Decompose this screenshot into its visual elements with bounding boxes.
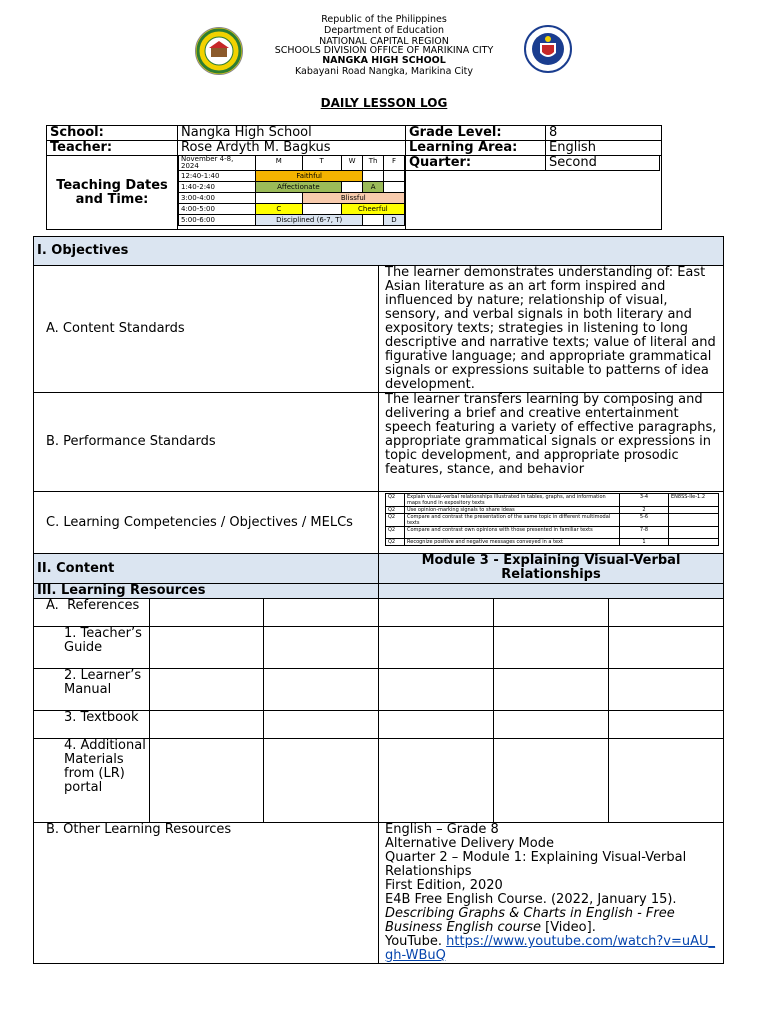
youtube-line: [385, 935, 720, 963]
grade-value: 8: [546, 126, 662, 141]
school-value: Nangka High School: [178, 126, 406, 141]
melc-text: Use opinion-marking signals to share ideas: [405, 507, 620, 514]
other-resources-text: [379, 823, 724, 964]
time-row-5: 5:00-6:00: [179, 215, 256, 226]
citation-author: E4B Free English Course. (2022, January 15).: [385, 892, 677, 907]
melc-week: 2: [620, 507, 669, 514]
melc-quarter: Q2: [386, 527, 405, 539]
content-heading: II. Content: [34, 554, 379, 584]
references-label: A. References: [34, 599, 150, 627]
item-number: 1.: [64, 626, 77, 641]
quarter-cell: [406, 156, 662, 230]
other-line: English – Grade 8: [385, 822, 499, 837]
melc-code: [669, 514, 719, 527]
melc-quarter: Q2: [386, 507, 405, 514]
other-line: First Edition, 2020: [385, 878, 503, 893]
area-label: Learning Area:: [406, 141, 546, 156]
school-label: School:: [47, 126, 178, 141]
melc-code: [669, 507, 719, 514]
header-department: Department of Education: [324, 25, 444, 36]
header-address: Kabayani Road Nangka, Marikina City: [294, 66, 474, 77]
melc-code: [669, 527, 719, 539]
document-title: DAILY LESSON LOG: [320, 96, 448, 110]
item-label: Teacher’s Guide: [64, 626, 142, 655]
item-number: 4.: [64, 738, 77, 753]
header-division: SCHOOLS DIVISION OFFICE OF MARIKINA CITY: [274, 45, 494, 56]
competencies-label: C. Learning Competencies / Objectives / MELCs: [34, 492, 379, 554]
item-label: Learner’s Manual: [64, 668, 142, 697]
section-c: C: [256, 204, 303, 215]
melc-code: EN8SS-IIe-1.2: [669, 494, 719, 507]
header-school-name: NANGKA HIGH SCHOOL: [322, 55, 446, 66]
melc-quarter: Q2: [386, 494, 405, 507]
day-th: Th: [363, 156, 384, 171]
citation-line: [385, 893, 720, 935]
performance-standards-text: The learner transfers learning by composing and delivering a brief and creative entertainment speech featuring a variety of effective paragraphs, appropriate grammatical signals or expressions in topic development, and appropriate prosodic features, stance, and behavior: [379, 393, 724, 492]
other-line: Quarter 2 – Module 1: Explaining Visual-Verbal Relationships: [385, 850, 687, 879]
melc-code: [669, 539, 719, 546]
section-affectionate: Affectionate: [256, 182, 342, 193]
youtube-label: YouTube.: [385, 934, 447, 949]
schedule-table: [178, 155, 405, 226]
melc-week: 3-4: [620, 494, 669, 507]
youtube-link[interactable]: https://www.youtube.com/watch?v=uAU_gh-WBuQ: [385, 934, 716, 963]
resource-item-learners-manual: [34, 669, 150, 711]
learning-resources-heading: III. Learning Resources: [34, 584, 379, 599]
schedule-dates: November 4-8, 2024: [179, 156, 256, 171]
resource-item-teachers-guide: [34, 627, 150, 669]
area-value: English: [546, 141, 662, 156]
day-m: M: [256, 156, 303, 171]
references-text: References: [67, 598, 140, 613]
resource-item-additional-materials: [34, 739, 150, 823]
lesson-log-table: [33, 236, 724, 964]
melc-text: Recognize positive and negative messages conveyed in a text: [405, 539, 620, 546]
melc-text: Explain visual-verbal relationships illustrated in tables, graphs, and information maps found in expository texts: [405, 494, 620, 507]
melc-quarter: Q2: [386, 539, 405, 546]
section-d: D: [384, 215, 405, 226]
objectives-heading: I. Objectives: [34, 237, 724, 266]
melc-text: Compare and contrast own opinions with those presented in familiar texts: [405, 527, 620, 539]
quarter-value: Second: [546, 156, 660, 171]
header-region: NATIONAL CAPITAL REGION: [319, 36, 449, 47]
citation-title: Describing Graphs & Charts in English - Free Business English course: [385, 906, 675, 935]
citation-medium: [Video].: [541, 920, 596, 935]
section-disciplined: Disciplined (6-7, T): [256, 215, 363, 226]
time-row-2: 1:40-2:40: [179, 182, 256, 193]
day-f: F: [384, 156, 405, 171]
content-standards-text: The learner demonstrates understanding of: East Asian literature as an art form inspired and influenced by nature; relationship of visual, sensory, and verbal signals in both literary and expository texts; strategies in listening to long descriptive and narrative texts; value of literal and figurative language; and appropriate grammatical signals or expressions suitable to patterns of idea development.: [379, 266, 724, 393]
day-w: W: [341, 156, 363, 171]
melc-week: 5-6: [620, 514, 669, 527]
section-a: A: [363, 182, 384, 193]
teacher-value: Rose Ardyth M. Bagkus: [178, 141, 406, 156]
melc-text: Compare and contrast the presentation of the same topic in different multimodal texts: [405, 514, 620, 527]
time-row-3: 3:00-4:00: [179, 193, 256, 204]
section-faithful: Faithful: [256, 171, 363, 182]
time-row-1: 12:40-1:40: [179, 171, 256, 182]
melc-quarter: Q2: [386, 514, 405, 527]
item-label: Additional Materials from (LR) portal: [64, 738, 146, 795]
performance-standards-label: B. Performance Standards: [34, 393, 379, 492]
other-line: Alternative Delivery Mode: [385, 836, 554, 851]
melc-table: [385, 493, 719, 546]
header-republic: Republic of the Philippines: [321, 14, 447, 25]
schedule-cell: [178, 156, 406, 230]
dates-label: Teaching Dates and Time:: [47, 156, 178, 230]
day-t: T: [302, 156, 341, 171]
melc-week: 7-8: [620, 527, 669, 539]
melc-cell: [379, 492, 724, 554]
school-info-table: [46, 125, 662, 230]
module-title: Module 3 - Explaining Visual-Verbal Relationships: [379, 554, 724, 584]
time-row-4: 4:00-5:00: [179, 204, 256, 215]
teacher-label: Teacher:: [47, 141, 178, 156]
section-cheerful: Cheerful: [341, 204, 404, 215]
other-resources-label: B. Other Learning Resources: [34, 823, 379, 964]
resource-item-textbook: [34, 711, 150, 739]
quarter-label: Quarter:: [406, 156, 546, 171]
item-label: Textbook: [80, 710, 139, 725]
content-standards-label: A. Content Standards: [34, 266, 379, 393]
item-number: 2.: [64, 668, 77, 683]
melc-week: 1: [620, 539, 669, 546]
section-blissful: Blissful: [302, 193, 404, 204]
item-number: 3.: [64, 710, 77, 725]
grade-label: Grade Level:: [406, 126, 546, 141]
